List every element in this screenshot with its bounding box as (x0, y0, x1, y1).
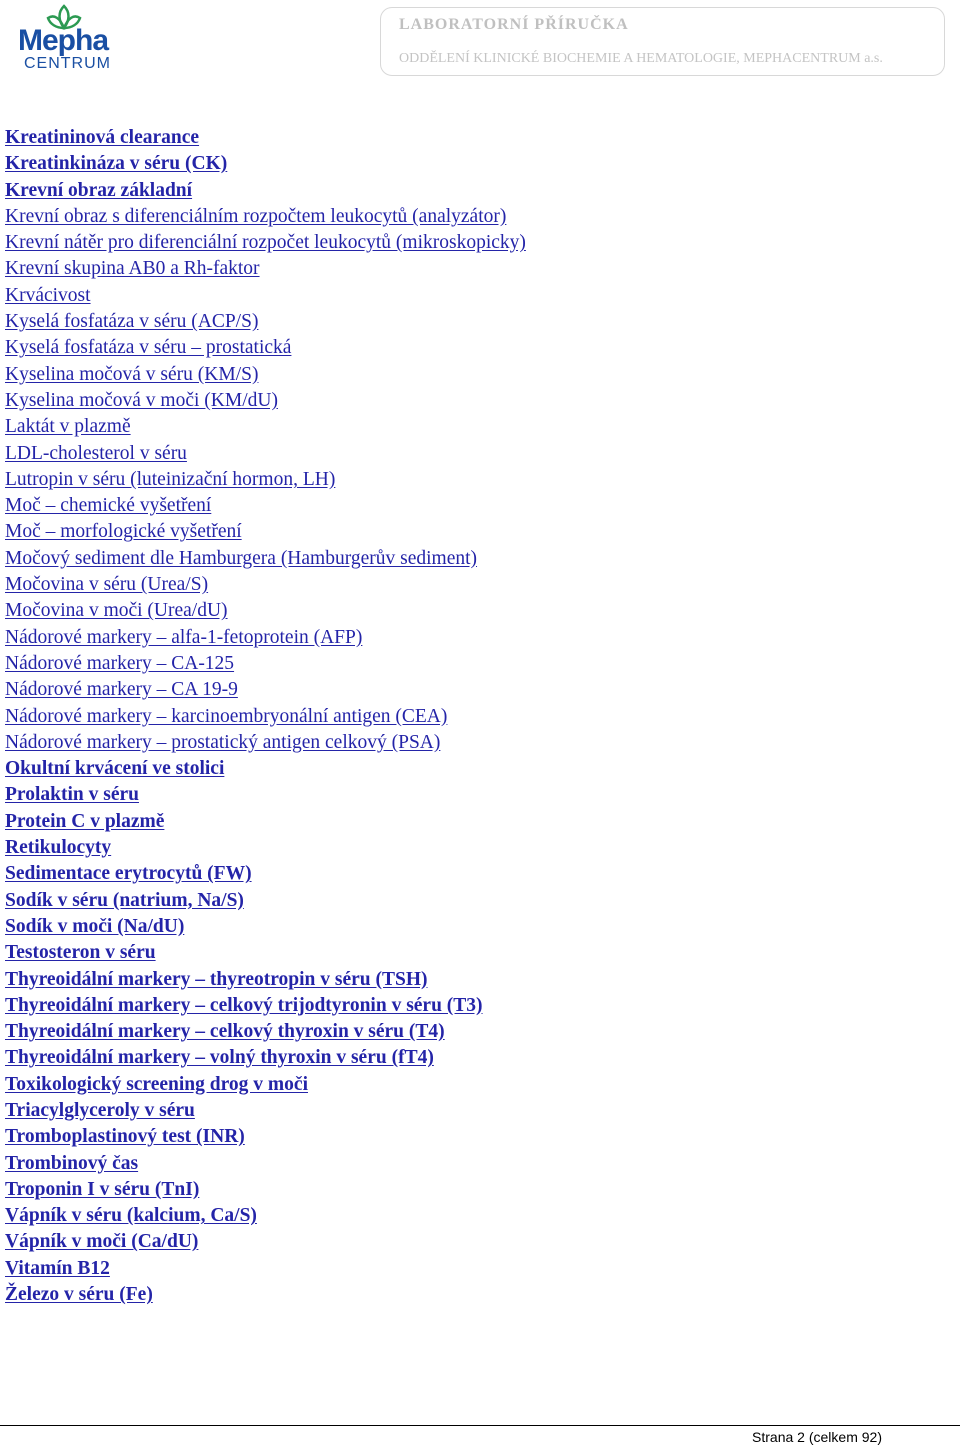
document-title: LABORATORNÍ PŘÍRUČKA (399, 16, 629, 33)
index-link[interactable]: Vápník v séru (kalcium, Ca/S) (5, 1205, 257, 1227)
list-item (5, 125, 526, 151)
list-item (5, 414, 526, 440)
list-item (5, 1045, 526, 1071)
list-item (5, 572, 526, 598)
list-item (5, 1177, 526, 1203)
index-link[interactable]: Kyselá fosfatáza v séru – prostatická (5, 337, 292, 359)
index-link[interactable]: Krevní obraz s diferenciálním rozpočtem leukocytů (analyzátor) (5, 205, 507, 227)
list-item (5, 888, 526, 914)
index-link[interactable]: Sodík v moči (Na/dU) (5, 915, 185, 937)
index-link[interactable]: Sedimentace erytrocytů (FW) (5, 863, 252, 885)
list-item (5, 730, 526, 756)
list-item (5, 861, 526, 887)
list-item (5, 1203, 526, 1229)
index-link[interactable]: Thyreoidální markery – celkový thyroxin v séru (T4) (5, 1021, 445, 1043)
list-item (5, 256, 526, 282)
index-link[interactable]: Nádorové markery – karcinoembryonální antigen (CEA) (5, 705, 448, 727)
index-link[interactable]: Krevní obraz základní (5, 179, 193, 201)
logo-sub: CENTRUM (24, 55, 111, 72)
index-link[interactable]: Retikulocyty (5, 837, 112, 859)
list-item (5, 283, 526, 309)
list-item (5, 151, 526, 177)
index-link[interactable]: Okultní krvácení ve stolici (5, 758, 225, 780)
index-link[interactable]: Lutropin v séru (luteinizační hormon, LH) (5, 468, 336, 490)
index-list (5, 125, 526, 1308)
header-box (380, 7, 945, 76)
index-link[interactable]: Kreatininová clearance (5, 127, 200, 148)
index-link[interactable]: Močovina v moči (Urea/dU) (5, 600, 228, 622)
index-link[interactable]: Prolaktin v séru (5, 784, 139, 806)
page-number: Strana 2 (celkem 92) (752, 1429, 882, 1445)
index-link[interactable]: Kyselina močová v séru (KM/S) (5, 363, 259, 385)
index-link[interactable]: Krevní nátěr pro diferenciální rozpočet leukocytů (mikroskopicky) (5, 232, 526, 254)
list-item (5, 178, 526, 204)
index-link[interactable]: Nádorové markery – CA 19-9 (5, 679, 238, 701)
index-link[interactable]: Vitamín B12 (5, 1257, 110, 1279)
index-link[interactable]: Laktát v plazmě (5, 416, 131, 438)
list-item (5, 467, 526, 493)
index-link[interactable]: Železo v séru (Fe) (5, 1284, 153, 1306)
list-item (5, 335, 526, 361)
list-item (5, 309, 526, 335)
list-item (5, 835, 526, 861)
index-link[interactable]: Kyselá fosfatáza v séru (ACP/S) (5, 311, 259, 333)
index-link[interactable]: Tromboplastinový test (INR) (5, 1126, 245, 1148)
list-item (5, 1282, 526, 1308)
list-item (5, 230, 526, 256)
index-link[interactable]: Triacylglyceroly v séru (5, 1099, 195, 1121)
list-item (5, 782, 526, 808)
list-item (5, 809, 526, 835)
index-link[interactable]: Nádorové markery – CA-125 (5, 652, 235, 674)
list-item (5, 362, 526, 388)
mephacentrum-logo (14, 4, 110, 74)
list-item (5, 546, 526, 572)
list-item (5, 519, 526, 545)
index-link[interactable]: Trombinový čas (5, 1152, 139, 1174)
list-item (5, 598, 526, 624)
index-link[interactable]: Nádorové markery – alfa-1-fetoprotein (AFP) (5, 626, 363, 648)
list-item (5, 756, 526, 782)
index-link[interactable]: Thyreoidální markery – volný thyroxin v séru (fT4) (5, 1047, 434, 1069)
index-link[interactable]: Thyreoidální markery – celkový trijodtyronin v séru (T3) (5, 994, 483, 1016)
index-link[interactable]: LDL-cholesterol v séru (5, 442, 187, 464)
index-link[interactable]: Moč – morfologické vyšetření (5, 521, 242, 543)
list-item (5, 1072, 526, 1098)
index-link[interactable]: Krvácivost (5, 284, 91, 306)
index-link[interactable]: Kyselina močová v moči (KM/dU) (5, 389, 278, 411)
list-item (5, 625, 526, 651)
list-item (5, 914, 526, 940)
list-item (5, 388, 526, 414)
list-item (5, 704, 526, 730)
index-link[interactable]: Protein C v plazmě (5, 810, 165, 832)
list-item (5, 967, 526, 993)
index-link[interactable]: Močovina v séru (Urea/S) (5, 574, 209, 596)
list-item (5, 441, 526, 467)
index-link[interactable]: Toxikologický screening drog v moči (5, 1073, 308, 1095)
index-link[interactable]: Vápník v moči (Ca/dU) (5, 1231, 199, 1253)
index-link[interactable]: Moč – chemické vyšetření (5, 495, 212, 517)
list-item (5, 1019, 526, 1045)
index-link[interactable]: Močový sediment dle Hamburgera (Hamburgerův sediment) (5, 547, 478, 569)
list-item (5, 1229, 526, 1255)
index-link[interactable]: Troponin I v séru (TnI) (5, 1178, 200, 1200)
index-link[interactable]: Sodík v séru (natrium, Na/S) (5, 889, 244, 911)
footer-divider (0, 1425, 960, 1426)
list-item (5, 651, 526, 677)
list-item (5, 1124, 526, 1150)
list-item (5, 493, 526, 519)
index-link[interactable]: Krevní skupina AB0 a Rh-faktor (5, 258, 260, 280)
index-link[interactable]: Kreatinkináza v séru (CK) (5, 153, 228, 175)
list-item (5, 1151, 526, 1177)
list-item (5, 993, 526, 1019)
list-item (5, 940, 526, 966)
document-subtitle: ODDĚLENÍ KLINICKÉ BIOCHEMIE A HEMATOLOGIE, MEPHACENTRUM a.s. (399, 51, 883, 66)
list-item (5, 1256, 526, 1282)
index-link[interactable]: Thyreoidální markery – thyreotropin v séru (TSH) (5, 968, 428, 990)
list-item (5, 204, 526, 230)
index-link[interactable]: Nádorové markery – prostatický antigen celkový (PSA) (5, 731, 441, 753)
index-link[interactable]: Testosteron v séru (5, 942, 156, 964)
list-item (5, 1098, 526, 1124)
logo-brand: Mepha (18, 24, 109, 57)
list-item (5, 677, 526, 703)
